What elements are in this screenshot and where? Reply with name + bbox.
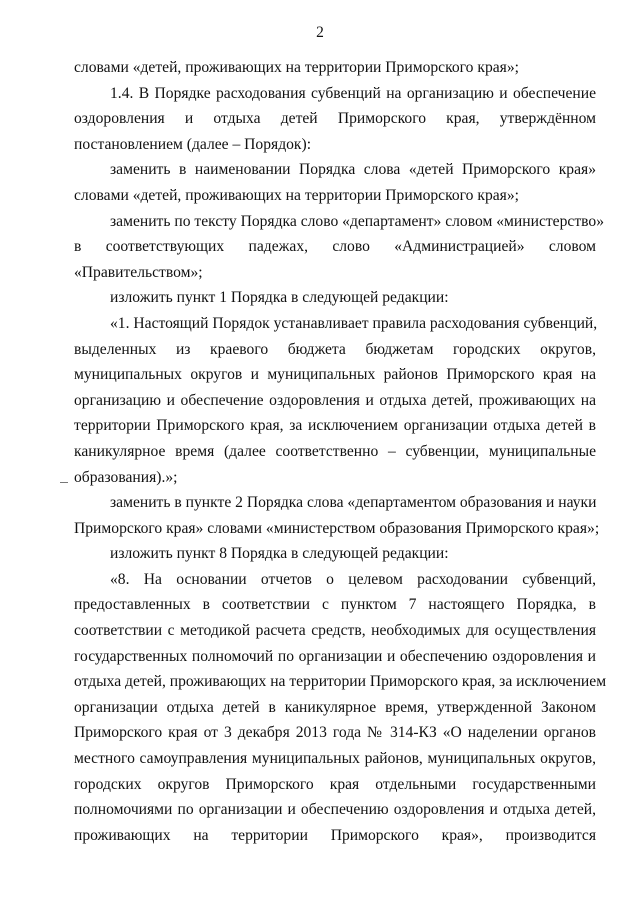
text-line: заменить по тексту Порядка слово «департамент» словом «министерство» [110, 212, 604, 230]
text-line: государственных полномочий по организации и обеспечению оздоровления и [74, 647, 596, 665]
text-line: каникулярное время (далее соответственно – субвенции, муниципальные [74, 442, 596, 460]
text-line: «Правительством»; [74, 263, 203, 281]
text-line: организации отдыха детей в каникулярное время, утвержденной Законом [74, 698, 596, 716]
text-line: проживающих на территории Приморского края», производится [74, 826, 596, 844]
text-line: выделенных из краевого бюджета бюджетам городских округов, [74, 340, 596, 358]
text-line: городских округов Приморского края отдельными государственными [74, 775, 596, 793]
text-line: 1.4. В Порядке расходования субвенций на организацию и обеспечение [110, 84, 596, 102]
text-line: постановлением (далее – Порядок): [74, 135, 312, 153]
text-line: муниципальных округов и муниципальных районов Приморского края на [74, 366, 596, 384]
text-line: изложить пункт 8 Порядка в следующей редакции: [110, 545, 449, 563]
text-line: местного самоуправления муниципальных районов, муниципальных округов, [74, 750, 596, 768]
text-line: словами «детей, проживающих на территории Приморского края»; [74, 59, 519, 76]
text-line: «8. На основании отчетов о целевом расходовании субвенций, [110, 570, 596, 588]
text-line: Приморского края» словами «министерством образования Приморского края»; [74, 519, 600, 537]
text-line: организацию и обеспечение оздоровления и отдыха детей, проживающих на [74, 391, 596, 409]
text-line: заменить в пункте 2 Порядка слова «департаментом образования и науки [110, 494, 597, 512]
text-line: предоставленных в соответствии с пунктом 7 настоящего Порядка, в [74, 596, 596, 614]
text-line: оздоровления и отдыха детей Приморского края, утверждённом [74, 110, 596, 128]
text-line: «1. Настоящий Порядок устанавливает правила расходования субвенций, [110, 314, 598, 332]
text-line: соответствии с методикой расчета средств, необходимых для осуществления [74, 622, 596, 640]
text-line: словами «детей, проживающих на территории Приморского края»; [74, 186, 519, 204]
document-body [74, 55, 607, 848]
text-line: полномочиями по организации и обеспечению оздоровления и отдыха детей, [74, 801, 596, 819]
text-line: образования).»; [74, 468, 178, 486]
page-number: 2 [316, 24, 324, 41]
text-line: территории Приморского края, за исключением организации отдыха детей в [74, 417, 596, 435]
margin-mark [60, 482, 68, 483]
text-line: заменить в наименовании Порядка слова «детей Приморского края» [110, 161, 596, 179]
text-line: в соответствующих падежах, слово «Администрацией» словом [74, 238, 596, 256]
text-line: Приморского края от 3 декабря 2013 года № 314-КЗ «О наделении органов [74, 724, 596, 742]
text-line: отдыха детей, проживающих на территории Приморского края, за исключением [74, 673, 607, 691]
text-line: изложить пункт 1 Порядка в следующей редакции: [110, 289, 449, 307]
